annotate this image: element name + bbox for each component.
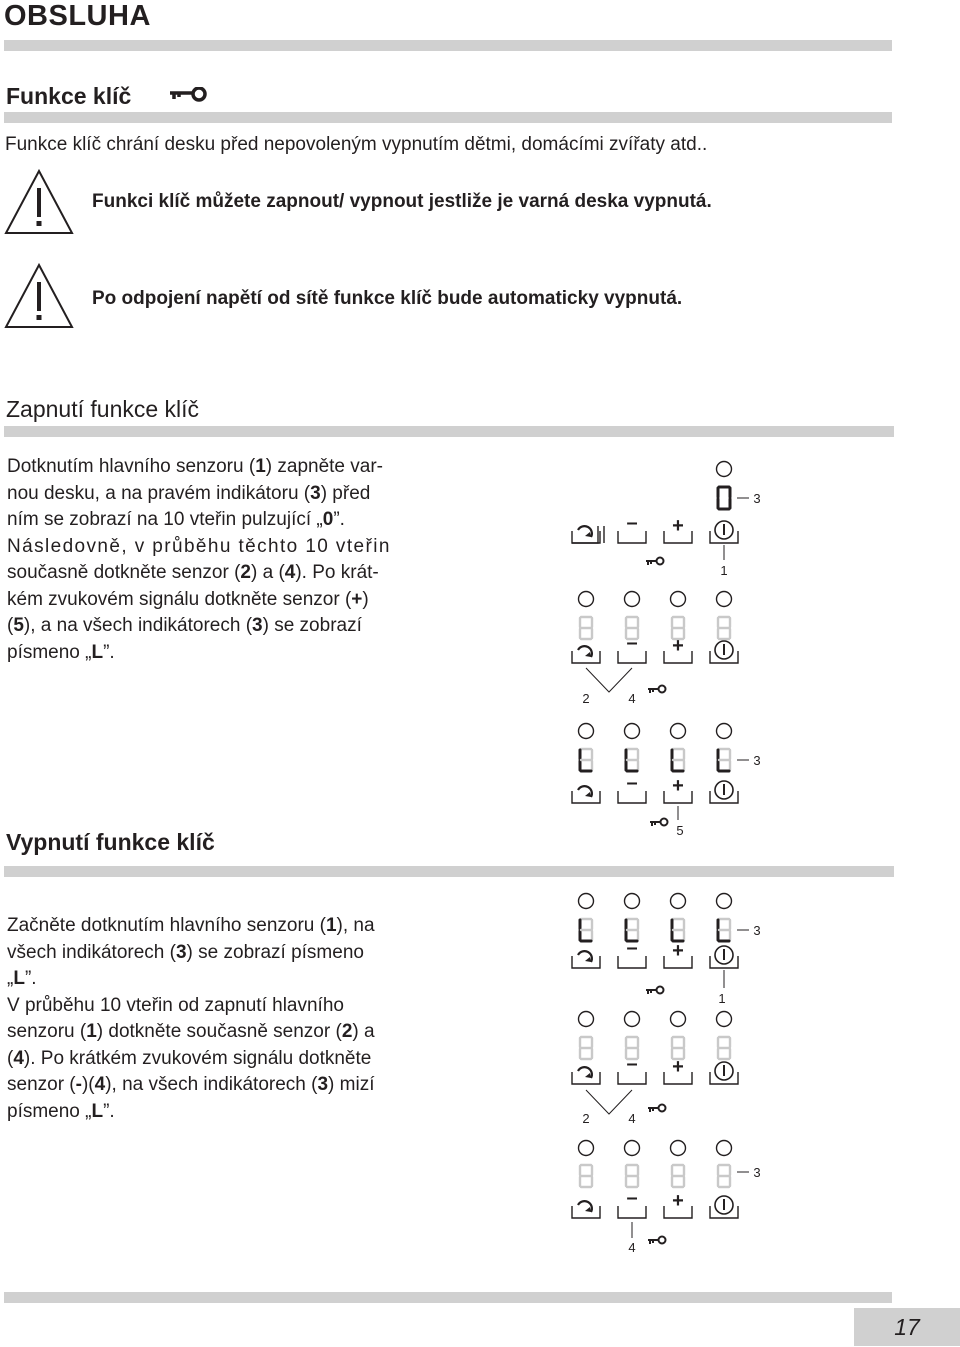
indicator-circle-icon xyxy=(671,592,686,607)
section-title xyxy=(6,83,131,110)
indicator-circle-icon xyxy=(671,724,686,739)
callout-3: 3 xyxy=(753,923,761,938)
vypnuti-line: všech indikátorech (3) se zobrazí písmeno xyxy=(7,941,364,963)
zapnuti-divider xyxy=(4,426,894,437)
power-icon xyxy=(715,781,733,799)
key-shaft xyxy=(650,822,660,826)
callout-lines-2-4 xyxy=(586,668,632,692)
plus-sensor: + xyxy=(672,940,684,962)
segment-digit-eight xyxy=(626,1165,638,1187)
timer-icon xyxy=(578,951,592,962)
indicator-circle-icon xyxy=(579,1012,594,1027)
timer-arrow xyxy=(585,1207,591,1212)
segment-digit-eight xyxy=(580,1165,592,1187)
segment-digit-zero xyxy=(718,487,730,509)
vypnuti-line: Začněte dotknutím hlavního senzoru (1), na xyxy=(7,915,375,936)
sensor-bracket xyxy=(572,956,600,968)
key-shaft xyxy=(646,561,656,565)
vypnuti-divider xyxy=(4,866,894,877)
minus-sensor: – xyxy=(626,512,638,534)
sensor-bracket xyxy=(572,1072,600,1084)
zapnuti-text xyxy=(7,454,432,666)
key-icon xyxy=(648,1105,666,1113)
segment-digit-L xyxy=(718,749,730,771)
vypnuti-line: (4). Po krátkém zvukovém signálu dotkněte xyxy=(7,1047,372,1069)
segment-digit-L xyxy=(580,919,592,941)
callout-3: 3 xyxy=(753,491,761,506)
sensor-bracket xyxy=(710,1072,738,1084)
vypnuti-line: „L”. xyxy=(7,968,37,989)
timer-icon xyxy=(578,526,592,537)
minus-sensor: – xyxy=(626,1187,638,1209)
minus-sensor: – xyxy=(626,937,638,959)
indicator-circle-icon xyxy=(579,1141,594,1156)
indicator-circle-icon xyxy=(579,724,594,739)
key-icon xyxy=(648,1237,666,1245)
indicator-circle-icon xyxy=(625,1141,640,1156)
warning-text-2: Po odpojení napětí od sítě funkce klíč bude automaticky vypnutá. xyxy=(92,288,683,309)
indicator-circle-icon xyxy=(717,1012,732,1027)
page-title: OBSLUHA xyxy=(4,0,151,32)
plus-sensor: + xyxy=(672,775,684,797)
callout-3: 3 xyxy=(753,1165,761,1180)
key-shaft xyxy=(648,1108,658,1112)
sensor-bracket xyxy=(618,1206,646,1218)
segment-digit-L xyxy=(672,749,684,771)
sensor-bracket xyxy=(664,791,692,803)
sensor-bracket xyxy=(572,526,604,543)
sensor-bracket xyxy=(710,956,738,968)
warning-text-1: Funkci klíč můžete zapnout/ vypnout jestliže je varná deska vypnutá. xyxy=(92,191,712,212)
indicator-circle-icon xyxy=(579,592,594,607)
key-icon xyxy=(648,686,666,694)
sensor-bracket xyxy=(664,1206,692,1218)
segment-digit-eight xyxy=(718,1165,730,1187)
plus-sensor: + xyxy=(672,635,684,657)
segment-digit-L xyxy=(626,919,638,941)
indicator-circle-icon xyxy=(625,1012,640,1027)
vypnuti-text xyxy=(7,913,432,1125)
timer-icon xyxy=(578,786,592,797)
zapnuti-line: Dotknutím hlavního senzoru (1) zapněte var- xyxy=(7,456,383,477)
sensor-bracket xyxy=(664,651,692,663)
indicator-circle-icon xyxy=(625,894,640,909)
sensor-bracket xyxy=(572,1206,600,1218)
sensor-bracket xyxy=(618,791,646,803)
sensor-bracket xyxy=(572,651,600,663)
key-bow xyxy=(659,1105,666,1112)
key-shaft xyxy=(648,689,658,693)
timer-arrow xyxy=(585,532,591,537)
plus-sensor: + xyxy=(672,515,684,537)
timer-arrow xyxy=(585,1073,591,1078)
segment-digit-eight xyxy=(718,1037,730,1059)
segment-digit-eight xyxy=(626,617,638,639)
timer-icon xyxy=(578,1067,592,1078)
zapnuti-line: (5), a na všech indikátorech (3) se zobrazí xyxy=(7,615,362,636)
callout-4: 4 xyxy=(628,1111,636,1126)
sensor-bracket xyxy=(710,1206,738,1218)
sensor-bracket xyxy=(572,531,600,543)
warning-icon xyxy=(3,168,75,236)
callout-2: 2 xyxy=(582,1111,590,1126)
plus-sensor: + xyxy=(672,1190,684,1212)
sensor-bracket xyxy=(664,1072,692,1084)
segment-digit-eight xyxy=(626,1037,638,1059)
timer-icon xyxy=(578,1201,592,1212)
indicator-circle-icon xyxy=(717,462,732,477)
indicator-circle-icon xyxy=(717,894,732,909)
indicator-circle-icon xyxy=(671,894,686,909)
section-intro: Funkce klíč chrání desku před nepovoleným vypnutím dětmi, domácími zvířaty atd.. xyxy=(5,134,708,155)
power-icon xyxy=(715,641,733,659)
power-icon xyxy=(715,1062,733,1080)
callout-5: 5 xyxy=(676,823,684,838)
sensor-bracket xyxy=(572,791,600,803)
indicator-circle-icon xyxy=(717,592,732,607)
sensor-bracket xyxy=(618,651,646,663)
segment-digit-L xyxy=(718,919,730,941)
sensor-bracket xyxy=(664,531,692,543)
callout-2: 2 xyxy=(582,691,590,706)
segment-digit-eight xyxy=(580,1037,592,1059)
callout-lines-2-4 xyxy=(586,1090,632,1114)
segment-digit-eight xyxy=(718,617,730,639)
key-icon xyxy=(168,87,208,107)
indicator-circle-icon xyxy=(671,1141,686,1156)
zapnuti-line: písmeno „L”. xyxy=(7,641,115,663)
callout-1: 1 xyxy=(718,991,726,1006)
segment-digit-eight xyxy=(580,617,592,639)
zapnuti-line: nou desku, a na pravém indikátoru (3) před xyxy=(7,482,371,504)
vypnuti-line: senzoru (1) dotkněte současně senzor (2) a xyxy=(7,1021,375,1042)
callout-3: 3 xyxy=(753,753,761,768)
minus-sensor: – xyxy=(626,632,638,654)
sensor-bracket xyxy=(618,1072,646,1084)
warning-icon xyxy=(3,262,75,330)
zapnuti-line: současně dotkněte senzor (2) a (4). Po krát- xyxy=(7,562,379,583)
power-icon xyxy=(715,946,733,964)
sensor-bracket xyxy=(664,956,692,968)
power-icon xyxy=(715,521,733,539)
segment-digit-eight xyxy=(672,617,684,639)
segment-digit-L xyxy=(672,919,684,941)
sensor-bracket xyxy=(710,531,738,543)
indicator-circle-icon xyxy=(717,724,732,739)
key-bow xyxy=(659,1237,666,1244)
section-divider xyxy=(4,112,892,123)
sensor-bracket xyxy=(710,651,738,663)
segment-digit-eight xyxy=(672,1165,684,1187)
footer-divider xyxy=(4,1292,892,1303)
section-title-text: Funkce klíč xyxy=(6,83,132,109)
vypnuti-line: V průběhu 10 vteřin od zapnutí hlavního xyxy=(7,994,344,1016)
vypnuti-line: senzor (-)(4), na všech indikátorech (3) mizí xyxy=(7,1074,375,1095)
indicator-circle-icon xyxy=(579,894,594,909)
callout-4: 4 xyxy=(628,691,636,706)
timer-arrow xyxy=(585,652,591,657)
timer-arrow xyxy=(585,792,591,797)
page-number: 17 xyxy=(854,1308,960,1346)
callout-4: 4 xyxy=(628,1240,636,1255)
callout-1: 1 xyxy=(720,563,728,578)
indicator-circle-icon xyxy=(671,1012,686,1027)
zapnuti-line: Následovně, v průběhu těchto 10 vteřin xyxy=(7,535,391,557)
plus-sensor: + xyxy=(672,1056,684,1078)
key-icon xyxy=(646,987,664,995)
segment-digit-L xyxy=(626,749,638,771)
key-bow xyxy=(661,819,668,826)
key-bow xyxy=(659,686,666,693)
segment-digit-L xyxy=(580,749,592,771)
key-bow xyxy=(657,987,664,994)
indicator-circle-icon xyxy=(625,592,640,607)
sensor-bracket xyxy=(618,531,646,543)
zapnuti-line: kém zvukovém signálu dotkněte senzor (+) xyxy=(7,588,369,610)
key-bow xyxy=(657,558,664,565)
vypnuti-line: písmeno „L”. xyxy=(7,1100,115,1122)
minus-sensor: – xyxy=(626,772,638,794)
key-icon xyxy=(650,819,668,827)
header-divider xyxy=(4,40,892,51)
indicator-circle-icon xyxy=(625,724,640,739)
key-shaft xyxy=(646,990,656,994)
key-icon xyxy=(646,558,664,566)
indicator-circle-icon xyxy=(717,1141,732,1156)
segment-digit-eight xyxy=(672,1037,684,1059)
zapnuti-line: ním se zobrazí na 10 vteřin pulzující „0”. xyxy=(7,509,345,530)
timer-icon xyxy=(578,646,592,657)
timer-arrow xyxy=(585,957,591,962)
minus-sensor: – xyxy=(626,1053,638,1075)
zapnuti-title: Zapnutí funkce klíč xyxy=(6,396,200,422)
sensor-bracket xyxy=(710,791,738,803)
sensor-bracket xyxy=(618,956,646,968)
vypnuti-title: Vypnutí funkce klíč xyxy=(6,829,215,855)
power-icon xyxy=(715,1196,733,1214)
key-shaft xyxy=(648,1240,658,1244)
